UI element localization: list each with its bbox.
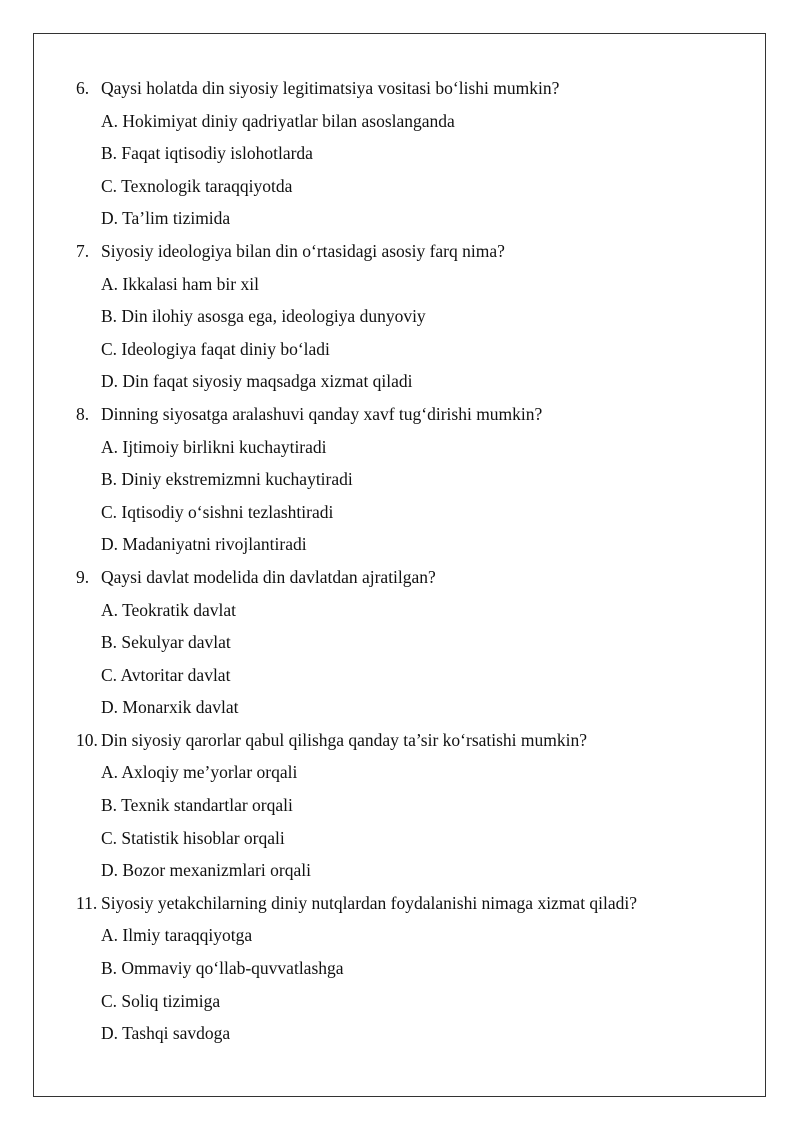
- option-list: [76, 598, 756, 728]
- option-d: D. Bozor mexanizmlari orqali: [101, 860, 311, 881]
- option-d: D. Madaniyatni rivojlantiradi: [101, 534, 307, 555]
- option-a: A. Hokimiyat diniy qadriyatlar bilan asoslanganda: [101, 110, 455, 131]
- option-d: D. Tashqi savdoga: [101, 1023, 231, 1044]
- option-c: C. Soliq tizimiga: [101, 990, 221, 1011]
- question-number: 8.: [76, 403, 90, 424]
- option-b: B. Ommaviy qo‘llab-quvvatlashga: [101, 958, 344, 979]
- question-line: [76, 891, 756, 924]
- option-c: C. Ideologiya faqat diniy bo‘ladi: [101, 338, 330, 359]
- option-b: B. Diniy ekstremizmni kuchaytiradi: [101, 469, 353, 490]
- question-text: Siyosiy yetakchilarning diniy nutqlardan foydalanishi nimaga xizmat qiladi?: [101, 892, 638, 913]
- option-a: A. Ilmiy taraqqiyotga: [101, 925, 253, 946]
- option-b: B. Faqat iqtisodiy islohotlarda: [101, 143, 313, 164]
- question-line: [76, 728, 756, 761]
- option-c: C. Avtoritar davlat: [101, 664, 231, 685]
- question-line: [76, 402, 756, 435]
- option-c: C. Statistik hisoblar orqali: [101, 827, 285, 848]
- question-line: [76, 565, 756, 598]
- question-item: [76, 239, 756, 402]
- option-a: A. Ijtimoiy birlikni kuchaytiradi: [101, 436, 327, 457]
- option-c: C. Iqtisodiy o‘sishni tezlashtiradi: [101, 501, 334, 522]
- option-a: A. Teokratik davlat: [101, 599, 237, 620]
- option-b: B. Sekulyar davlat: [101, 632, 231, 653]
- option-list: [76, 760, 756, 890]
- option-list: [76, 923, 756, 1053]
- option-c: C. Texnologik taraqqiyotda: [101, 175, 293, 196]
- question-item: [76, 891, 756, 1054]
- question-item: [76, 76, 756, 239]
- option-list: [76, 272, 756, 402]
- question-number: 7.: [76, 240, 90, 261]
- question-number: 6.: [76, 78, 90, 98]
- option-d: D. Ta’lim tizimida: [101, 208, 231, 229]
- question-list: [76, 76, 756, 1054]
- option-b: B. Din ilohiy asosga ega, ideologiya dunyoviy: [101, 306, 426, 327]
- question-number: 9.: [76, 566, 90, 587]
- question-text: Siyosiy ideologiya bilan din o‘rtasidagi asosiy farq nima?: [101, 240, 505, 261]
- option-list: [76, 109, 756, 239]
- question-line: [76, 76, 756, 109]
- question-text: Qaysi davlat modelida din davlatdan ajratilgan?: [101, 566, 436, 587]
- option-d: D. Din faqat siyosiy maqsadga xizmat qiladi: [101, 371, 413, 392]
- question-text: Qaysi holatda din siyosiy legitimatsiya vositasi bo‘lishi mumkin?: [101, 78, 560, 98]
- question-text: Dinning siyosatga aralashuvi qanday xavf tug‘dirishi mumkin?: [101, 403, 543, 424]
- option-list: [76, 435, 756, 565]
- question-text: Din siyosiy qarorlar qabul qilishga qanday ta’sir ko‘rsatishi mumkin?: [101, 729, 588, 750]
- question-item: [76, 565, 756, 728]
- question-item: [76, 728, 756, 891]
- question-item: [76, 402, 756, 565]
- option-d: D. Monarxik davlat: [101, 697, 239, 718]
- question-number: 10.: [76, 729, 98, 750]
- question-line: [76, 239, 756, 272]
- option-a: A. Axloqiy me’yorlar orqali: [101, 762, 298, 783]
- question-number: 11.: [76, 892, 98, 913]
- option-b: B. Texnik standartlar orqali: [101, 795, 293, 816]
- option-a: A. Ikkalasi ham bir xil: [101, 273, 259, 294]
